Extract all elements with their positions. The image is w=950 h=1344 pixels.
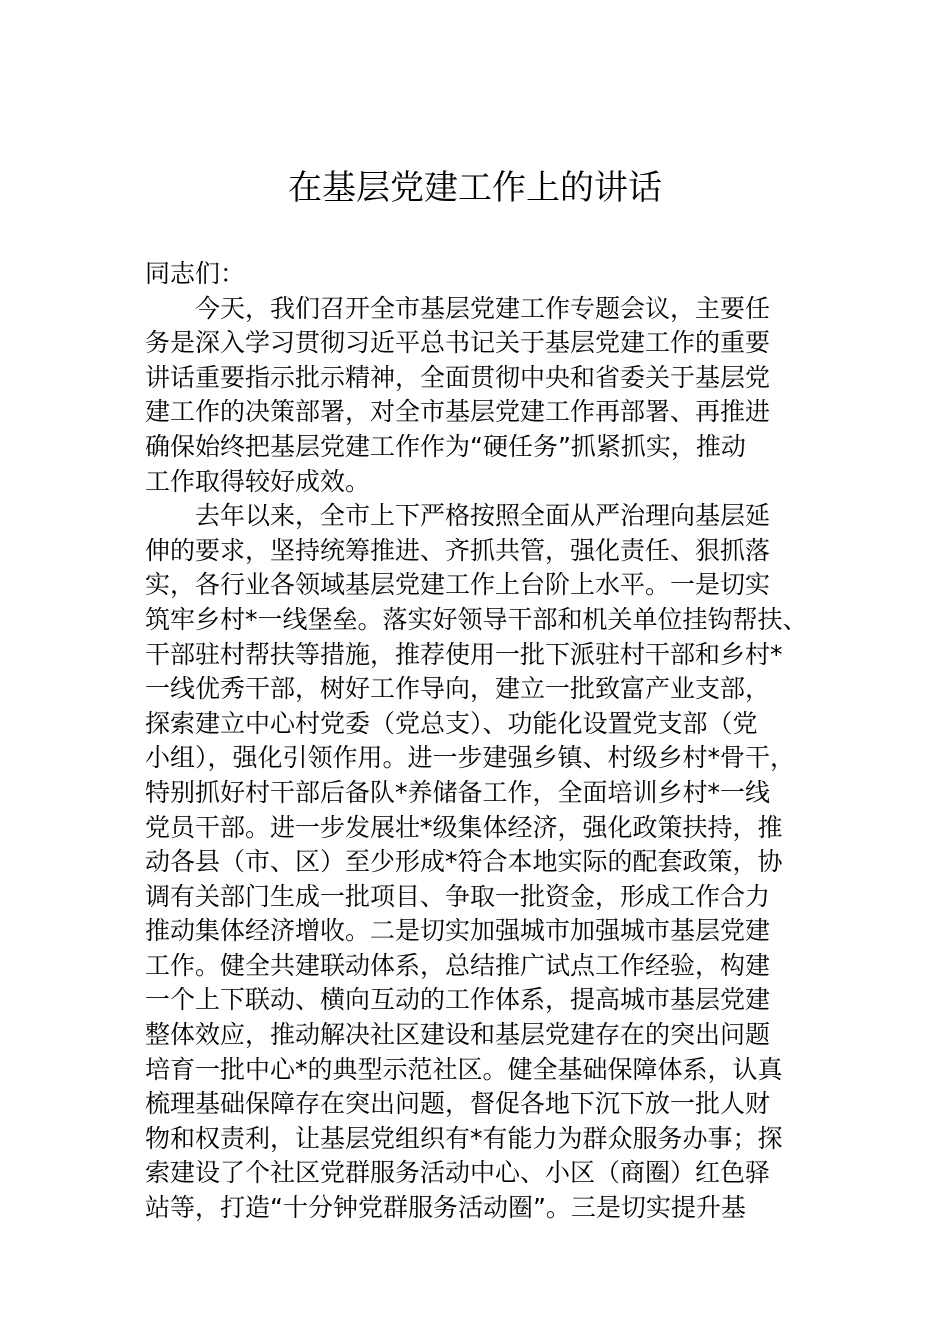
paragraph-2-line: 探索建立中心村党委（党总支）、功能化设置党支部（党: [145, 708, 758, 738]
paragraph-2-line: 伸的要求，坚持统筹推进、齐抓共管，强化责任、狠抓落: [145, 535, 771, 565]
paragraph-2-line: 物和权责利，让基层党组织有*有能力为群众服务办事；探: [145, 1123, 783, 1153]
paragraph-2-line: 筑牢乡村*一线堡垒。落实好领导干部和机关单位挂钩帮扶、: [145, 604, 808, 634]
paragraph-2-line: 小组），强化引领作用。进一步建强乡镇、村级乡村*骨干，: [145, 743, 796, 773]
paragraph-2-line: 一个上下联动、横向互动的工作体系，提高城市基层党建: [145, 985, 771, 1015]
paragraph-2-line: 实，各行业各领域基层党建工作上台阶上水平。一是切实: [145, 570, 771, 600]
document-title: 在基层党建工作上的讲话: [288, 168, 662, 208]
paragraph-1-line: 确保始终把基层党建工作作为“硬任务”抓紧抓实，推动: [145, 431, 746, 461]
paragraph-2-line: 党员干部。进一步发展壮*级集体经济，强化政策扶持，推: [145, 812, 783, 842]
salutation: 同志们：: [145, 259, 246, 288]
paragraph-2-line: 调有关部门生成一批项目、争取一批资金，形成工作合力: [145, 881, 771, 911]
paragraph-2-line: 动各县（市、区）至少形成*符合本地实际的配套政策，协: [145, 847, 783, 877]
paragraph-2-line: 一线优秀干部，树好工作导向，建立一批致富产业支部，: [145, 674, 771, 704]
paragraph-2-line: 工作。健全共建联动体系，总结推广试点工作经验，构建: [145, 950, 771, 980]
paragraph-1-line: 今天，我们召开全市基层党建工作专题会议，主要任: [195, 293, 771, 323]
paragraph-1-line: 务是深入学习贯彻习近平总书记关于基层党建工作的重要: [145, 328, 771, 358]
document-body: [145, 257, 825, 1226]
paragraph-2-line: 站等，打造“十分钟党群服务活动圈”。三是切实提升基: [145, 1193, 746, 1223]
paragraph-2-line: 培育一批中心*的典型示范社区。健全基础保障体系，认真: [145, 1054, 783, 1084]
paragraph-2-line: 推动集体经济增收。二是切实加强城市加强城市基层党建: [145, 916, 771, 946]
paragraph-2-line: 梳理基础保障存在突出问题，督促各地下沉下放一批人财: [145, 1089, 771, 1119]
paragraph-2-line: 索建设了个社区党群服务活动中心、小区（商圈）红色驿: [145, 1158, 771, 1188]
paragraph-2-line: 去年以来，全市上下严格按照全面从严治理向基层延: [195, 501, 771, 531]
paragraph-1-line: 讲话重要指示批示精神，全面贯彻中央和省委关于基层党: [145, 362, 771, 392]
paragraph-2-line: 特别抓好村干部后备队*养储备工作，全面培训乡村*一线: [145, 777, 771, 807]
paragraph-2-line: 干部驻村帮扶等措施，推荐使用一批下派驻村干部和乡村*: [145, 639, 783, 669]
paragraph-2-line: 整体效应，推动解决社区建设和基层党建存在的突出问题: [145, 1020, 771, 1050]
paragraph-1-line: 建工作的决策部署，对全市基层党建工作再部署、再推进: [145, 397, 771, 427]
paragraph-1-line: 工作取得较好成效。: [145, 466, 371, 496]
